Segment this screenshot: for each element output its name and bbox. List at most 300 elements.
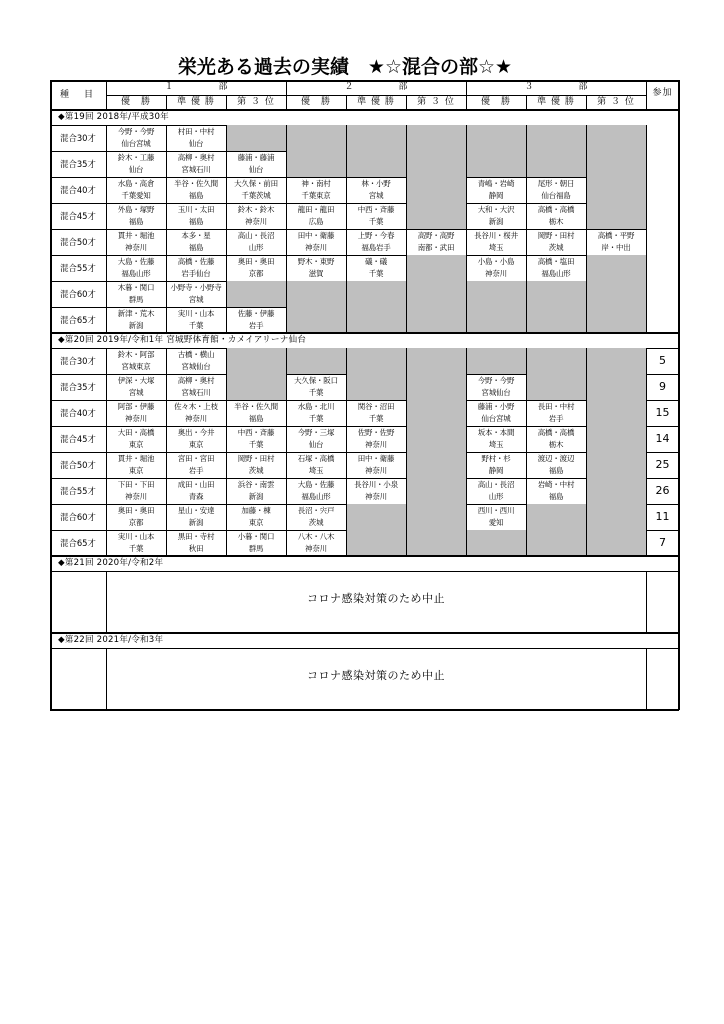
empty-entry — [286, 307, 346, 333]
pair-names: 関谷・沼田 — [357, 402, 395, 411]
pair-names: 野村・杉 — [481, 454, 511, 463]
pair-names: 高野・高野 — [417, 231, 455, 240]
pair-region: 神奈川 — [365, 492, 387, 501]
result-entry — [226, 177, 286, 203]
pair-region: 千葉東京 — [301, 191, 331, 200]
result-entry — [106, 426, 166, 452]
result-entry — [286, 400, 346, 426]
pair-names: 外島・塚野 — [117, 205, 155, 214]
pair-names: 実川・山本 — [117, 532, 155, 541]
pair-region: 福島 — [548, 466, 564, 475]
result-entry — [346, 478, 406, 504]
pair-region: 宮城 — [188, 295, 204, 304]
result-entry — [286, 229, 346, 255]
result-entry — [286, 203, 346, 229]
result-entry — [226, 400, 286, 426]
pair-region: 千葉 — [308, 414, 324, 423]
result-entry — [286, 426, 346, 452]
event-label: 混合30才 — [60, 133, 96, 143]
pair-region: 東京 — [128, 440, 144, 449]
result-entry — [226, 151, 286, 177]
pair-names: 星山・安達 — [177, 506, 215, 515]
result-entry — [166, 255, 226, 281]
result-entry — [106, 255, 166, 281]
empty-entry — [346, 281, 406, 307]
empty-entry — [406, 374, 466, 400]
result-entry — [346, 203, 406, 229]
empty-entry — [286, 125, 346, 151]
pair-region: 愛知 — [488, 518, 504, 527]
result-entry — [166, 348, 226, 374]
result-entry — [226, 229, 286, 255]
pair-names: 水島・高倉 — [117, 179, 155, 188]
pair-names: 林・小野 — [361, 179, 391, 188]
empty-entry — [226, 125, 286, 151]
empty-entry — [526, 281, 586, 307]
empty-entry — [586, 400, 646, 426]
pair-region: 宮城石川 — [181, 165, 211, 174]
pair-names: 村田・中村 — [177, 127, 215, 136]
pair-names: 長谷川・小泉 — [354, 480, 398, 489]
pair-names: 宮田・宮田 — [177, 454, 215, 463]
participant-count: 15 — [655, 406, 670, 419]
empty-entry — [406, 281, 466, 307]
pair-names: 貫井・堀池 — [117, 231, 155, 240]
page-title: 栄光ある過去の実績 ★☆混合の部☆★ — [177, 56, 513, 78]
event-label: 混合55才 — [60, 486, 96, 496]
pair-names: 新津・荒木 — [117, 309, 155, 318]
empty-entry — [346, 504, 406, 530]
pair-region: 福島山形 — [541, 269, 571, 278]
empty-entry — [226, 281, 286, 307]
pair-region: 千葉 — [368, 217, 384, 226]
result-entry — [286, 530, 346, 556]
pair-names: 伊深・大塚 — [117, 376, 155, 385]
pair-region: 広島 — [308, 217, 324, 226]
event-label: 混合60才 — [60, 512, 96, 522]
result-entry — [166, 426, 226, 452]
empty-entry — [586, 281, 646, 307]
pair-region: 東京 — [248, 518, 264, 527]
participant-count: 14 — [655, 432, 670, 445]
pair-region: 南都・武田 — [417, 243, 455, 252]
pair-names: 長谷川・桜井 — [474, 231, 518, 240]
result-entry — [166, 478, 226, 504]
empty-entry — [466, 530, 526, 556]
pair-names: 龍田・龍田 — [297, 205, 335, 214]
pair-region: 京都 — [248, 269, 264, 278]
result-entry — [166, 374, 226, 400]
empty-entry — [586, 125, 646, 151]
pair-names: 野木・東野 — [297, 257, 335, 266]
pair-names: 水島・北川 — [297, 402, 335, 411]
empty-entry — [526, 504, 586, 530]
result-entry — [286, 255, 346, 281]
pair-region: 千葉 — [248, 440, 264, 449]
empty-entry — [586, 478, 646, 504]
result-entry — [166, 203, 226, 229]
event-label: 混合40才 — [60, 408, 96, 418]
result-entry — [526, 203, 586, 229]
place-header: 準 優 勝 — [177, 97, 215, 107]
empty-entry — [226, 374, 286, 400]
pair-region: 岩手 — [548, 414, 564, 423]
result-entry — [466, 229, 526, 255]
pair-region: 群馬 — [248, 544, 264, 553]
pair-names: 高山・長沼 — [237, 231, 275, 240]
result-entry — [106, 229, 166, 255]
result-entry — [346, 426, 406, 452]
result-entry — [166, 452, 226, 478]
pair-region: 岩手 — [188, 466, 204, 475]
pair-region: 福島 — [188, 191, 204, 200]
pair-region: 千葉 — [308, 388, 324, 397]
result-entry — [226, 530, 286, 556]
pair-region: 宮城石川 — [181, 388, 211, 397]
empty-entry — [286, 348, 346, 374]
section-header: ◆第22回 2021年/令和3年 — [58, 635, 164, 645]
pair-names: 成田・山田 — [177, 480, 215, 489]
pair-names: 大久保・阪口 — [294, 376, 338, 385]
pair-names: 古橋・横山 — [177, 350, 215, 359]
place-header: 第 ３ 位 — [597, 97, 635, 107]
event-label: 混合50才 — [60, 460, 96, 470]
empty-entry — [526, 348, 586, 374]
result-entry — [466, 203, 526, 229]
result-entry — [226, 504, 286, 530]
pair-region: 千葉 — [188, 321, 204, 330]
result-entry — [406, 229, 466, 255]
pair-region: 新潟 — [248, 492, 264, 501]
pair-names: 鈴木・阿部 — [117, 350, 155, 359]
pair-names: 長田・中村 — [537, 402, 575, 411]
event-label: 混合65才 — [60, 538, 96, 548]
empty-entry — [526, 125, 586, 151]
pair-names: 木暮・関口 — [117, 283, 155, 292]
empty-entry — [586, 426, 646, 452]
result-entry — [166, 530, 226, 556]
result-entry — [346, 229, 406, 255]
result-entry — [106, 125, 166, 151]
result-entry — [166, 281, 226, 307]
result-entry — [346, 400, 406, 426]
pair-names: 上野・今春 — [357, 231, 395, 240]
pair-region: 埼玉 — [488, 440, 504, 449]
pair-region: 青森 — [188, 492, 204, 501]
pair-names: 佐藤・伊藤 — [237, 309, 275, 318]
results-table — [50, 80, 679, 706]
pair-names: 高山・長沼 — [477, 480, 515, 489]
empty-entry — [586, 452, 646, 478]
pair-region: 埼玉 — [488, 243, 504, 252]
pair-names: 岡野・田村 — [537, 231, 575, 240]
pair-region: 新潟 — [128, 321, 144, 330]
place-header: 優 勝 — [120, 97, 151, 107]
grid-line — [646, 648, 647, 710]
result-entry — [466, 255, 526, 281]
place-header: 準 優 勝 — [357, 97, 395, 107]
pair-region: 仙台福島 — [541, 191, 571, 200]
pair-region: 千葉 — [368, 414, 384, 423]
pair-region: 栃木 — [548, 217, 564, 226]
pair-names: 今野・今野 — [117, 127, 155, 136]
pair-region: 福島山形 — [301, 492, 331, 501]
pair-region: 群馬 — [128, 295, 144, 304]
pair-names: 下田・下田 — [117, 480, 155, 489]
empty-entry — [586, 177, 646, 203]
result-entry — [166, 307, 226, 333]
place-header: 優 勝 — [300, 97, 331, 107]
result-entry — [106, 452, 166, 478]
empty-entry — [406, 125, 466, 151]
result-entry — [466, 504, 526, 530]
pair-region: 神奈川 — [245, 217, 267, 226]
empty-entry — [526, 374, 586, 400]
pair-region: 神奈川 — [305, 544, 327, 553]
pair-region: 茨城 — [548, 243, 564, 252]
pair-names: 本多・星 — [181, 231, 211, 240]
pair-names: 高橋・塩田 — [537, 257, 575, 266]
result-entry — [526, 400, 586, 426]
pair-region: 宮城東京 — [121, 362, 151, 371]
participant-count: 26 — [655, 484, 670, 497]
pair-region: 神奈川 — [305, 243, 327, 252]
result-entry — [226, 452, 286, 478]
pair-region: 新潟 — [188, 518, 204, 527]
empty-entry — [526, 151, 586, 177]
pair-region: 静岡 — [488, 191, 504, 200]
pair-region: 仙台 — [308, 440, 324, 449]
pair-region: 仙台 — [188, 139, 204, 148]
pair-names: 加藤・棟 — [241, 506, 271, 515]
pair-region: 千葉愛知 — [121, 191, 151, 200]
empty-entry — [586, 255, 646, 281]
pair-names: 奥田・奥田 — [117, 506, 155, 515]
place-header: 第 ３ 位 — [417, 97, 455, 107]
result-entry — [286, 374, 346, 400]
pair-names: 大久保・前田 — [234, 179, 278, 188]
result-entry — [226, 478, 286, 504]
pair-names: 高橋・平野 — [597, 231, 635, 240]
result-entry — [226, 426, 286, 452]
pair-region: 神奈川 — [185, 414, 207, 423]
pair-names: 佐野・佐野 — [357, 428, 395, 437]
pair-names: 藤浦・小野 — [477, 402, 515, 411]
section-header: ◆第19回 2018年/平成30年 — [58, 112, 169, 122]
empty-entry — [586, 307, 646, 333]
empty-entry — [346, 151, 406, 177]
place-header: 準 優 勝 — [537, 97, 575, 107]
pair-region: 滋賀 — [308, 269, 324, 278]
pair-names: 半谷・佐久間 — [234, 402, 278, 411]
section-header: ◆第21回 2020年/令和2年 — [58, 558, 164, 568]
pair-names: 高橋・高橋 — [537, 205, 575, 214]
pair-names: 中西・斉藤 — [237, 428, 275, 437]
pair-names: 岡野・田村 — [237, 454, 275, 463]
result-entry — [526, 255, 586, 281]
pair-region: 宮城仙台 — [181, 362, 211, 371]
pair-names: 礒・礒 — [365, 257, 387, 266]
pair-names: 石塚・高橋 — [297, 454, 335, 463]
empty-entry — [466, 281, 526, 307]
empty-entry — [466, 151, 526, 177]
pair-region: 千葉 — [128, 544, 144, 553]
empty-entry — [466, 125, 526, 151]
pair-region: 神奈川 — [485, 269, 507, 278]
empty-entry — [346, 348, 406, 374]
pair-names: 小暮・関口 — [237, 532, 275, 541]
empty-entry — [406, 530, 466, 556]
result-entry — [106, 281, 166, 307]
empty-entry — [466, 348, 526, 374]
pair-region: 仙台 — [248, 165, 264, 174]
result-entry — [586, 229, 646, 255]
grid-line — [646, 125, 647, 333]
empty-entry — [406, 426, 466, 452]
result-entry — [346, 255, 406, 281]
pair-region: 千葉 — [368, 269, 384, 278]
result-entry — [226, 307, 286, 333]
empty-entry — [226, 348, 286, 374]
pair-names: 渡辺・渡辺 — [537, 454, 575, 463]
pair-region: 東京 — [128, 466, 144, 475]
pair-names: 高柳・奥村 — [177, 376, 215, 385]
empty-entry — [286, 151, 346, 177]
pair-region: 神奈川 — [125, 414, 147, 423]
result-entry — [106, 530, 166, 556]
result-entry — [166, 504, 226, 530]
pair-region: 仙台宮城 — [121, 139, 151, 148]
result-entry — [166, 177, 226, 203]
grid-line — [646, 571, 647, 633]
result-entry — [106, 307, 166, 333]
pair-region: 宮城仙台 — [481, 388, 511, 397]
pair-names: 阿部・伊藤 — [117, 402, 155, 411]
result-entry — [466, 400, 526, 426]
result-entry — [286, 478, 346, 504]
pair-region: 福島 — [548, 492, 564, 501]
pair-names: 坂本・本間 — [477, 428, 515, 437]
result-entry — [346, 177, 406, 203]
pair-names: 小島・小島 — [477, 257, 515, 266]
pair-names: 長沼・宍戸 — [297, 506, 335, 515]
pair-names: 黒田・寺村 — [177, 532, 215, 541]
pair-names: 大和・大沢 — [477, 205, 515, 214]
empty-entry — [406, 255, 466, 281]
pair-names: 高橋・高橋 — [537, 428, 575, 437]
pair-names: 田中・衛藤 — [357, 454, 395, 463]
pair-region: 福島岩手 — [361, 243, 391, 252]
place-header: 第 ３ 位 — [237, 97, 275, 107]
event-label: 混合40才 — [60, 185, 96, 195]
result-entry — [466, 478, 526, 504]
pair-region: 静岡 — [488, 466, 504, 475]
pair-region: 新潟 — [488, 217, 504, 226]
pair-names: 実川・山本 — [177, 309, 215, 318]
section-header: ◆第20回 2019年/令和1年 宮城野体育館・カメイアリーナ仙台 — [58, 335, 307, 345]
event-label: 混合50才 — [60, 237, 96, 247]
pair-names: 佐々木・上枝 — [174, 402, 218, 411]
event-column-header: 種 目 — [59, 90, 96, 100]
result-entry — [466, 374, 526, 400]
division-header: ２ 部 — [344, 82, 408, 92]
pair-names: 藤浦・藤浦 — [237, 153, 275, 162]
empty-entry — [586, 348, 646, 374]
empty-entry — [406, 307, 466, 333]
participants-header: 参加 — [652, 88, 673, 98]
result-entry — [466, 452, 526, 478]
place-header: 優 勝 — [480, 97, 511, 107]
pair-region: 栃木 — [548, 440, 564, 449]
pair-region: 岸・中出 — [601, 243, 631, 252]
pair-region: 山形 — [488, 492, 504, 501]
event-label: 混合35才 — [60, 382, 96, 392]
empty-entry — [526, 530, 586, 556]
pair-region: 神奈川 — [125, 243, 147, 252]
empty-entry — [406, 348, 466, 374]
pair-names: 西川・西川 — [477, 506, 515, 515]
pair-names: 玉川・太田 — [177, 205, 215, 214]
pair-region: 岩手仙台 — [181, 269, 211, 278]
empty-entry — [586, 203, 646, 229]
result-entry — [526, 177, 586, 203]
result-entry — [166, 151, 226, 177]
result-entry — [286, 504, 346, 530]
pair-region: 神奈川 — [365, 440, 387, 449]
result-entry — [106, 348, 166, 374]
empty-entry — [406, 478, 466, 504]
pair-region: 福島 — [248, 414, 264, 423]
pair-names: 高柳・奥村 — [177, 153, 215, 162]
pair-names: 半谷・佐久間 — [174, 179, 218, 188]
empty-entry — [286, 281, 346, 307]
result-entry — [106, 151, 166, 177]
pair-names: 尾形・朝日 — [537, 179, 575, 188]
pair-region: 茨城 — [248, 466, 264, 475]
pair-region: 福島 — [128, 217, 144, 226]
pair-names: 浜谷・南雲 — [237, 480, 275, 489]
cancellation-note: コロナ感染対策のため中止 — [307, 669, 445, 682]
pair-names: 今野・今野 — [477, 376, 515, 385]
participant-count: 7 — [659, 536, 666, 549]
pair-names: 中西・斉藤 — [357, 205, 395, 214]
pair-region: 京都 — [128, 518, 144, 527]
empty-entry — [406, 452, 466, 478]
result-entry — [526, 478, 586, 504]
pair-region: 宮城 — [128, 388, 144, 397]
empty-entry — [406, 177, 466, 203]
empty-entry — [466, 307, 526, 333]
result-entry — [106, 203, 166, 229]
pair-names: 小野寺・小野寺 — [170, 283, 222, 292]
participant-count: 25 — [655, 458, 670, 471]
result-entry — [286, 452, 346, 478]
pair-region: 山形 — [248, 243, 264, 252]
pair-region: 神奈川 — [125, 492, 147, 501]
empty-entry — [586, 530, 646, 556]
result-entry — [526, 452, 586, 478]
pair-region: 福島山形 — [121, 269, 151, 278]
pair-names: 大島・佐藤 — [117, 257, 155, 266]
empty-entry — [346, 530, 406, 556]
pair-names: 高橋・佐藤 — [177, 257, 215, 266]
pair-region: 埼玉 — [308, 466, 324, 475]
event-label: 混合65才 — [60, 315, 96, 325]
division-header: ３ 部 — [524, 82, 588, 92]
pair-region: 仙台宮城 — [481, 414, 511, 423]
pair-names: 今野・三塚 — [297, 428, 335, 437]
pair-names: 八木・八木 — [297, 532, 335, 541]
